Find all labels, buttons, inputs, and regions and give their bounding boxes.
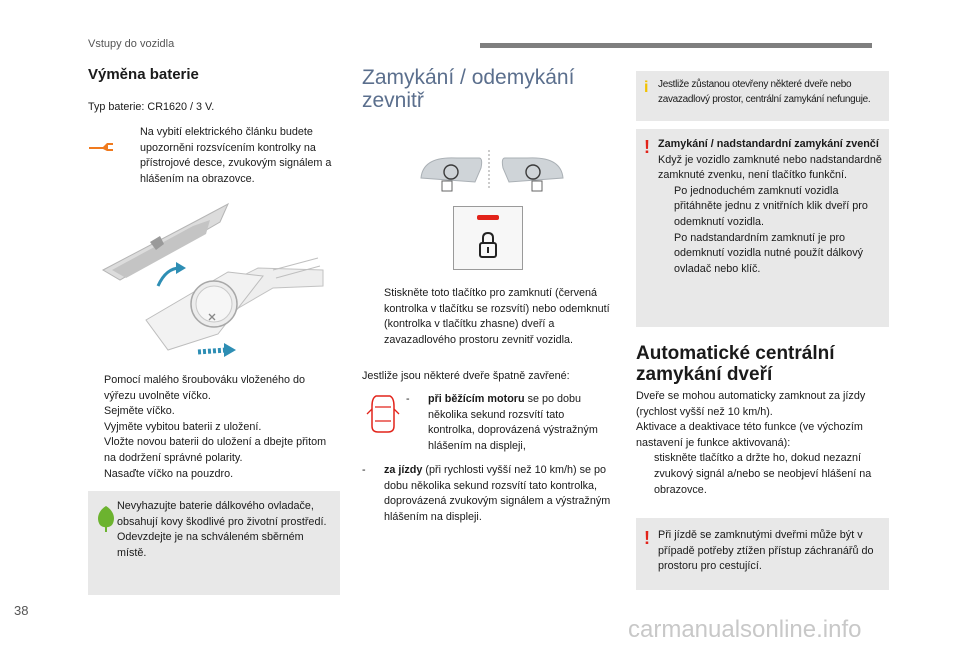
list-item: Vložte novou baterii do uložení a dbejte přitom na dodržení správné polarity. [104, 436, 327, 464]
page-number: 38 [14, 603, 29, 618]
battery-warning-text: Na vybití elektrického článku budete upozorněni rozsvícením kontrolky na přístrojové desce, zvukovým signálem a hlášením na obrazovce. [140, 126, 332, 185]
info-note-text: Jestliže zůstanou otevřeny některé dveře nebo zavazadlový prostor, centrální zamykání nefunguje. [658, 79, 871, 105]
watermark: carmanualsonline.info [628, 616, 862, 643]
lock-led-indicator [477, 215, 499, 220]
warning-exclamation-icon: ! [644, 528, 650, 548]
engine-running-item: - při běžícím motoru se po dobu několika sekund rozsvítí tato kontrolka, doprovázená výstražným hlášením na displeji, [406, 393, 598, 452]
recycle-leaf-icon [95, 505, 117, 538]
auto-lock-title: Automatické centrální zamykání dveří [636, 343, 835, 385]
eco-note-text-2: Odevzdejte je na schváleném sběrném místě. [117, 531, 304, 559]
wrench-icon [88, 138, 114, 157]
door-handles-illustration [417, 148, 567, 198]
poor-close-text: Jestliže jsou některé dveře špatně zavřené: [362, 370, 570, 382]
lock-instruction: Stiskněte toto tlačítko pro zamknutí (červená kontrolka v tlačítku se rozsvítí) nebo odemknutí (kontrolka v tlačítku zhasne) dveří a zavazadlového prostoru zevnitř vozidla. [384, 287, 610, 346]
deadlock-title: Zamykání / nadstandardní zamykání zvenčí [658, 138, 879, 150]
section-header: Vstupy do vozidla [88, 38, 175, 50]
eco-note-text: Nevyhazujte baterie dálkového ovladače, obsahují kovy škodlivé pro životní prostředí. [117, 500, 327, 528]
deadlock-box [636, 129, 889, 327]
driving-item: - za jízdy (při rychlosti vyšší než 10 km/h) se po dobu několika sekund rozsvítí tato kontrolka, doprovázená zvukovým signálem a výstražným hlášením na displeji. [362, 464, 611, 523]
warning-exclamation-icon: ! [644, 137, 650, 157]
list-item: Pomocí malého šroubováku vloženého do výřezu uvolněte víčko. [104, 374, 306, 402]
list-item: Nasaďte víčko na pouzdro. [104, 467, 234, 480]
locking-title: Zamykání / odemykání zevnitř [362, 66, 575, 112]
eco-note-box [88, 491, 340, 595]
deadlock-text: Když je vozidlo zamknuté nebo nadstandardně zamknuté zvenku, není tlačítko funkční. [658, 153, 882, 182]
car-door-open-icon [366, 394, 400, 439]
info-note-box [636, 71, 889, 121]
list-item: Vyjměte vybitou baterii z uložení. [104, 420, 262, 433]
auto-lock-warning-box [636, 518, 889, 590]
info-icon: i [644, 79, 649, 96]
battery-steps [88, 373, 338, 482]
list-item: Sejměte víčko. [104, 405, 175, 418]
list-item: Po nadstandardním zamknutí je pro odemknutí vozidla nutné použít dálkový ovladač nebo klíč. [674, 231, 864, 275]
battery-title: Výměna baterie [88, 66, 199, 83]
header-bar [480, 43, 872, 48]
central-lock-button[interactable] [453, 206, 523, 270]
deadlock-list [658, 184, 886, 278]
padlock-icon [478, 231, 498, 264]
key-fob-illustration [98, 200, 338, 375]
list-item: Po jednoduchém zamknutí vozidla přitáhněte jednu z vnitřních klik dveří pro odemknutí vozidla. [674, 184, 868, 228]
auto-lock-warning-text: Při jízdě se zamknutými dveřmi může být v případě potřeby ztížen přístup záchranářů do prostoru pro cestující. [658, 529, 874, 573]
battery-type: Typ baterie: CR1620 / 3 V. [88, 101, 215, 113]
auto-lock-body: Dveře se mohou automaticky zamknout za jízdy (rychlost vyšší než 10 km/h). Aktivace a deaktivace této funkce (ve výchozím nastavení je funkce aktivovaná): stiskněte tlačítko a držte ho, dokud nezazní zvukový signál a/nebo se neobjeví hlášení na obrazovce. [636, 390, 872, 496]
